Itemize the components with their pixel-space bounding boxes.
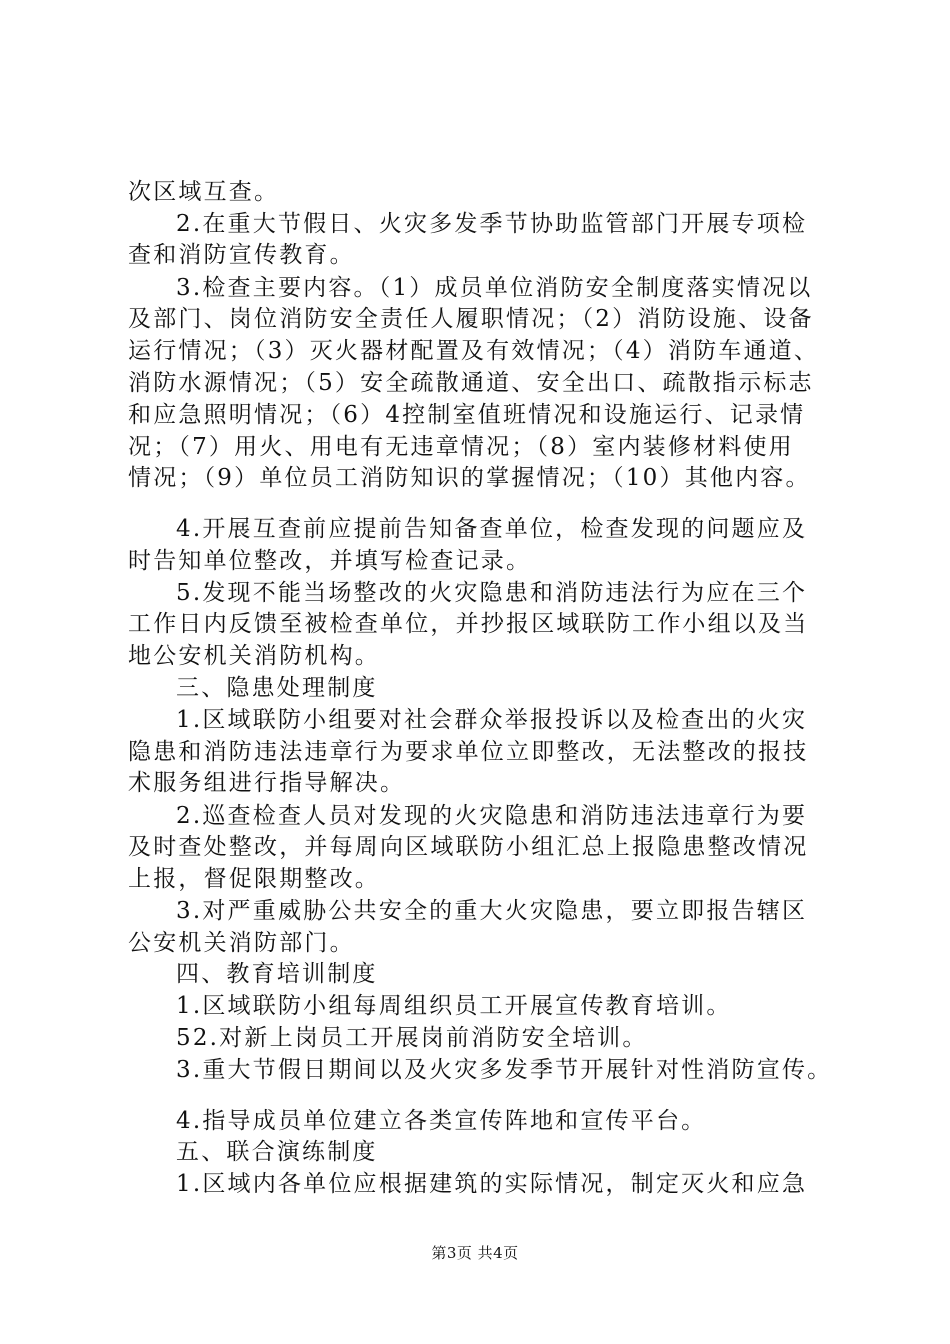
text-line: 隐患和消防违法违章行为要求单位立即整改，无法整改的报技	[128, 739, 809, 765]
text-line: 况；（7）用火、用电有无违章情况；（8）室内装修材料使用	[128, 434, 794, 460]
text-line: 5.发现不能当场整改的火灾隐患和消防违法行为应在三个	[176, 580, 808, 606]
section-heading: 四、教育培训制度	[176, 961, 378, 987]
text-line: 术服务组进行指导解决。	[128, 770, 406, 796]
text-line: 1.区域内各单位应根据建筑的实际情况，制定灭火和应急	[176, 1171, 808, 1197]
text-line: 及部门、岗位消防安全责任人履职情况；（2）消防设施、设备	[128, 306, 814, 332]
text-line: 4.指导成员单位建立各类宣传阵地和宣传平台。	[176, 1108, 707, 1134]
text-line: 1.区域联防小组要对社会群众举报投诉以及检查出的火灾	[176, 707, 808, 733]
section-heading: 三、隐患处理制度	[176, 675, 378, 701]
section-heading: 五、联合演练制度	[176, 1139, 378, 1165]
page-number-footer: 第3页 共4页	[431, 1244, 519, 1262]
text-line: 次区域互查。	[128, 179, 280, 205]
text-line: 运行情况；（3）灭火器材配置及有效情况；（4）消防车通道、	[128, 338, 820, 364]
text-line: 1.区域联防小组每周组织员工开展宣传教育培训。	[176, 993, 732, 1019]
text-line: 2.在重大节假日、火灾多发季节协助监管部门开展专项检	[176, 211, 808, 237]
text-line: 2.巡查检查人员对发现的火灾隐患和消防违法违章行为要	[176, 803, 808, 829]
text-line: 52.对新上岗员工开展岗前消防安全培训。	[176, 1025, 648, 1051]
text-line: 3.对严重威胁公共安全的重大火灾隐患，要立即报告辖区	[176, 898, 808, 924]
text-line: 上报，督促限期整改。	[128, 866, 380, 892]
text-line: 地公安机关消防机构。	[128, 643, 380, 669]
text-line: 3.重大节假日期间以及火灾多发季节开展针对性消防宣传。	[176, 1057, 833, 1083]
text-line: 3.检查主要内容。（1）成员单位消防安全制度落实情况以	[176, 275, 813, 301]
text-line: 时告知单位整改，并填写检查记录。	[128, 548, 532, 574]
text-line: 查和消防宣传教育。	[128, 242, 355, 268]
text-line: 工作日内反馈至被检查单位，并抄报区域联防工作小组以及当	[128, 611, 809, 637]
text-line: 及时查处整改，并每周向区域联防小组汇总上报隐患整改情况	[128, 834, 809, 860]
text-line: 消防水源情况；（5）安全疏散通道、安全出口、疏散指示标志	[128, 370, 814, 396]
text-line: 4.开展互查前应提前告知备查单位，检查发现的问题应及	[176, 516, 808, 542]
text-line: 情况；（9）单位员工消防知识的掌握情况；（10）其他内容。	[128, 465, 811, 491]
text-line: 公安机关消防部门。	[128, 930, 355, 956]
text-line: 和应急照明情况；（6）4控制室值班情况和设施运行、记录情	[128, 402, 806, 428]
